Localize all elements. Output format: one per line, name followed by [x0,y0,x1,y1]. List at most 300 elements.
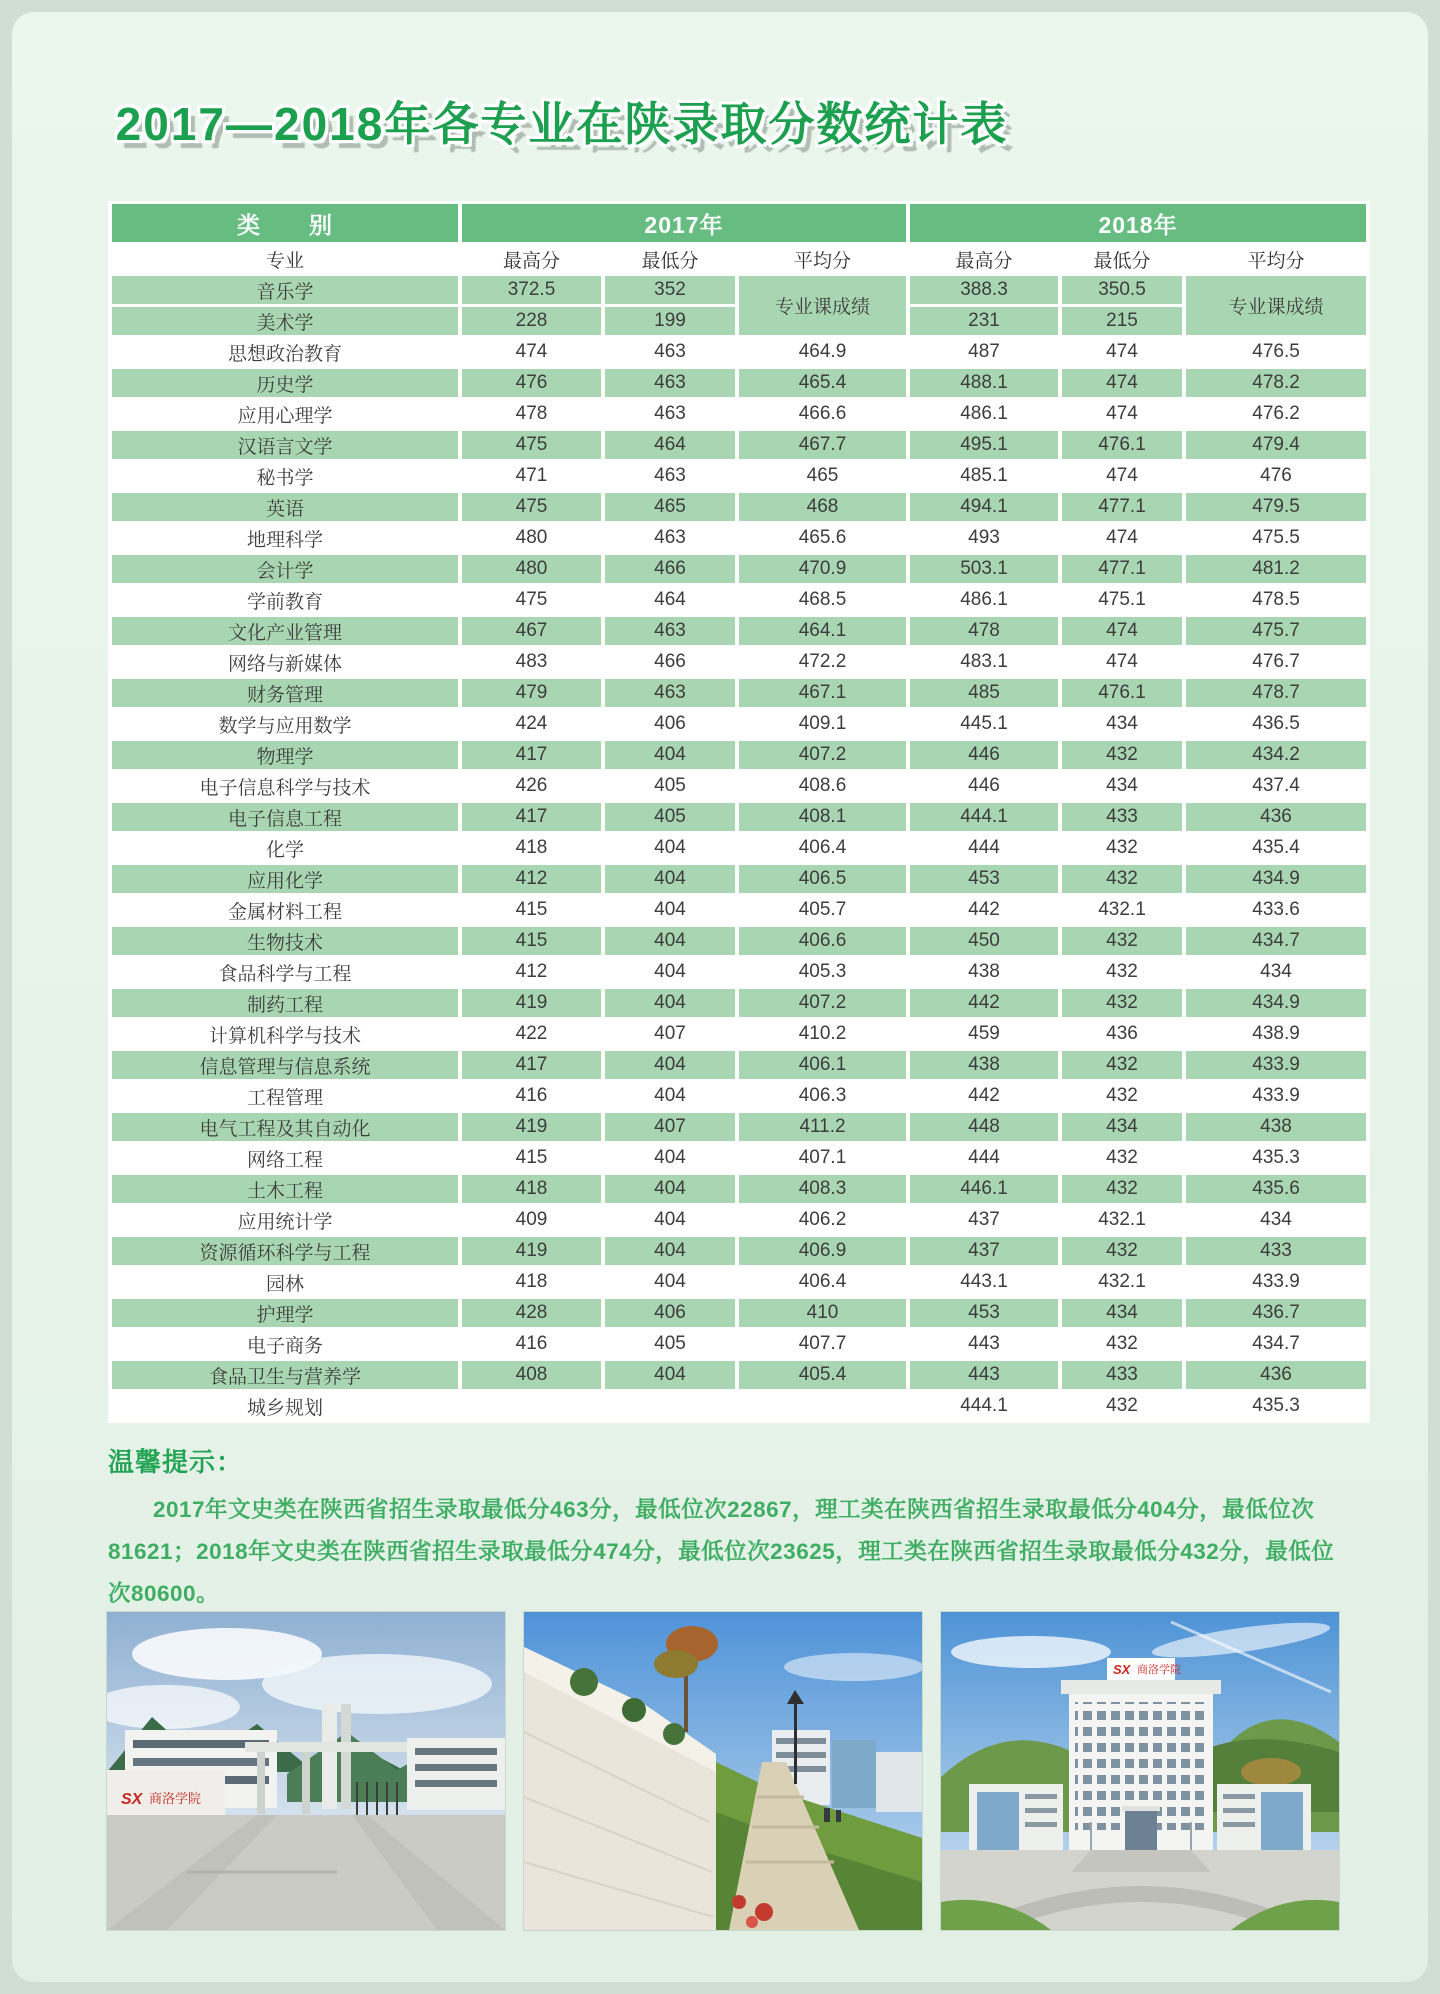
score-value-cell: 494.1 [910,493,1058,521]
score-value-cell: 432 [1062,1392,1182,1420]
score-value-cell: 388.3 [910,276,1058,304]
score-value-cell: 434 [1186,1206,1366,1234]
score-value-cell: 438 [910,958,1058,986]
score-value-cell: 417 [462,1051,601,1079]
score-value-cell: 432.1 [1062,1268,1182,1296]
major-name-cell: 食品卫生与营养学 [112,1361,458,1389]
score-value-cell: 406.5 [739,865,906,893]
score-value-cell: 432 [1062,1237,1182,1265]
score-value-cell: 422 [462,1020,601,1048]
score-value-cell: 474 [1062,617,1182,645]
score-value-cell: 406.4 [739,1268,906,1296]
score-value-cell: 404 [605,958,735,986]
score-value-cell: 432 [1062,927,1182,955]
score-value-cell: 412 [462,958,601,986]
score-value-cell: 438.9 [1186,1020,1366,1048]
score-value-cell: 350.5 [1062,276,1182,304]
score-value-cell: 445.1 [910,710,1058,738]
score-value-cell: 407 [605,1113,735,1141]
gate-logo-text: 商洛学院 [149,1791,202,1806]
score-value-cell: 428 [462,1299,601,1327]
merged-avg-score-cell: 专业课成绩 [739,276,906,335]
table-row [112,679,1366,707]
campus-path-illustration [524,1612,922,1930]
major-name-cell: 园林 [112,1268,458,1296]
score-value-cell: 404 [605,1051,735,1079]
table-row [112,1392,1366,1420]
score-value-cell: 436.7 [1186,1299,1366,1327]
score-value-cell: 463 [605,400,735,428]
score-value-cell: 444.1 [910,1392,1058,1420]
score-value-cell: 404 [605,896,735,924]
score-value-cell: 419 [462,989,601,1017]
major-name-cell: 制药工程 [112,989,458,1017]
score-value-cell: 453 [910,865,1058,893]
score-value-cell: 417 [462,803,601,831]
year-2018-header-cell: 2018年 [910,204,1366,242]
score-value-cell: 417 [462,741,601,769]
score-value-cell: 404 [605,989,735,1017]
score-value-cell: 486.1 [910,400,1058,428]
score-value-cell: 434.7 [1186,927,1366,955]
score-value-cell: 465.4 [739,369,906,397]
score-table-body [112,276,1366,1420]
score-value-cell: 415 [462,896,601,924]
score-value-cell: 416 [462,1082,601,1110]
campus-photos [107,1612,1339,1930]
score-value-cell: 434.9 [1186,989,1366,1017]
score-value-cell: 437.4 [1186,772,1366,800]
score-value-cell: 483.1 [910,648,1058,676]
major-name-cell: 地理科学 [112,524,458,552]
major-name-cell: 历史学 [112,369,458,397]
table-row [112,1020,1366,1048]
major-name-cell: 生物技术 [112,927,458,955]
table-row [112,865,1366,893]
table-row [112,369,1366,397]
score-value-cell: 433 [1186,1237,1366,1265]
score-value-cell: 432 [1062,1082,1182,1110]
major-name-cell: 信息管理与信息系统 [112,1051,458,1079]
score-value-cell: 474 [1062,369,1182,397]
page-title: 2017—2018年各专业在陕录取分数统计表 [115,98,1009,150]
score-value-cell: 415 [462,927,601,955]
major-name-cell: 网络与新媒体 [112,648,458,676]
score-value-cell: 477.1 [1062,555,1182,583]
major-name-cell: 汉语言文学 [112,431,458,459]
major-name-cell: 音乐学 [112,276,458,304]
score-value-cell: 231 [910,307,1058,335]
score-value-cell: 465 [605,493,735,521]
avg-2017-header-cell: 平均分 [739,245,906,273]
score-value-cell: 478 [910,617,1058,645]
score-value-cell: 442 [910,896,1058,924]
table-row [112,1144,1366,1172]
score-value-cell: 464.1 [739,617,906,645]
score-value-cell: 476 [462,369,601,397]
min-2018-header-cell: 最低分 [1062,245,1182,273]
score-value-cell: 405 [605,772,735,800]
score-value-cell: 418 [462,1175,601,1203]
score-value-cell: 433 [1062,1361,1182,1389]
score-value-cell: 475 [462,493,601,521]
major-name-cell: 应用化学 [112,865,458,893]
score-value-cell: 404 [605,865,735,893]
score-value-cell: 411.2 [739,1113,906,1141]
table-row [112,338,1366,366]
score-value-cell: 404 [605,1237,735,1265]
score-value-cell: 432.1 [1062,1206,1182,1234]
major-name-cell: 计算机科学与技术 [112,1020,458,1048]
score-value-cell: 475.1 [1062,586,1182,614]
score-value-cell: 407.2 [739,989,906,1017]
score-value-cell: 435.6 [1186,1175,1366,1203]
campus-main-building-photo [941,1612,1339,1930]
score-value-cell: 464.9 [739,338,906,366]
score-value-cell: 432 [1062,958,1182,986]
score-value-cell: 478.7 [1186,679,1366,707]
major-name-cell: 土木工程 [112,1175,458,1203]
tips-section [108,1442,1346,1615]
score-value-cell: 406.9 [739,1237,906,1265]
major-name-cell: 工程管理 [112,1082,458,1110]
score-value-cell: 448 [910,1113,1058,1141]
table-row [112,524,1366,552]
table-row [112,1330,1366,1358]
score-value-cell: 495.1 [910,431,1058,459]
score-value-cell: 479.5 [1186,493,1366,521]
score-value-cell: 443 [910,1330,1058,1358]
score-value-cell: 453 [910,1299,1058,1327]
score-value-cell: 432.1 [1062,896,1182,924]
score-value-cell: 446 [910,772,1058,800]
merged-avg-score-cell: 专业课成绩 [1186,276,1366,335]
score-value-cell: 444.1 [910,803,1058,831]
major-name-cell: 资源循环科学与工程 [112,1237,458,1265]
max-2017-header-cell: 最高分 [462,245,601,273]
score-value-cell: 432 [1062,1051,1182,1079]
score-value-cell: 474 [1062,524,1182,552]
score-value-cell: 407 [605,1020,735,1048]
table-row [112,834,1366,862]
score-value-cell: 474 [1062,462,1182,490]
score-value-cell: 408 [462,1361,601,1389]
score-value-cell: 433.9 [1186,1268,1366,1296]
score-value-cell: 415 [462,1144,601,1172]
table-row [112,1268,1366,1296]
score-value-cell: 466.6 [739,400,906,428]
score-value-cell: 407.2 [739,741,906,769]
avg-2018-header-cell: 平均分 [1186,245,1366,273]
score-value-cell: 434.7 [1186,1330,1366,1358]
score-value-cell: 405.7 [739,896,906,924]
table-row [112,555,1366,583]
score-value-cell: 467 [462,617,601,645]
score-value-cell: 467.1 [739,679,906,707]
major-name-cell: 城乡规划 [112,1392,458,1420]
major-name-cell: 美术学 [112,307,458,335]
score-value-cell: 409 [462,1206,601,1234]
score-value-cell: 475 [462,431,601,459]
score-value-cell: 476.1 [1062,431,1182,459]
score-value-cell: 436.5 [1186,710,1366,738]
score-value-cell: 476.5 [1186,338,1366,366]
score-value-cell [739,1392,906,1420]
building-logo-text: 商洛学院 [1137,1664,1181,1676]
score-value-cell: 438 [910,1051,1058,1079]
score-value-cell: 352 [605,276,735,304]
building-logo-mark: SX [1113,1662,1131,1677]
score-value-cell: 476.2 [1186,400,1366,428]
table-row [112,462,1366,490]
major-name-cell: 物理学 [112,741,458,769]
score-value-cell: 433.9 [1186,1051,1366,1079]
table-row [112,741,1366,769]
table-row [112,493,1366,521]
score-value-cell: 444 [910,834,1058,862]
score-value-cell: 474 [1062,338,1182,366]
score-value-cell: 433.6 [1186,896,1366,924]
table-row [112,400,1366,428]
score-value-cell: 478 [462,400,601,428]
score-value-cell: 404 [605,834,735,862]
score-value-cell: 435.3 [1186,1144,1366,1172]
score-value-cell: 432 [1062,1144,1182,1172]
score-value-cell: 463 [605,369,735,397]
score-value-cell: 409.1 [739,710,906,738]
score-value-cell: 432 [1062,1330,1182,1358]
score-value-cell: 419 [462,1237,601,1265]
category-header-cell: 类 别 [112,204,458,242]
table-row [112,958,1366,986]
score-value-cell: 479 [462,679,601,707]
score-value-cell: 432 [1062,989,1182,1017]
score-value-cell: 407.1 [739,1144,906,1172]
table-row [112,276,1366,304]
score-value-cell: 486.1 [910,586,1058,614]
table-row [112,1082,1366,1110]
table-row [112,772,1366,800]
score-value-cell: 479.4 [1186,431,1366,459]
campus-path-photo [524,1612,922,1930]
table-row [112,648,1366,676]
score-table-header [112,204,1366,273]
year-header-row [112,204,1366,242]
score-value-cell: 372.5 [462,276,601,304]
score-value-cell: 481.2 [1186,555,1366,583]
score-value-cell: 404 [605,1082,735,1110]
score-value-cell: 438 [1186,1113,1366,1141]
score-value-cell: 434 [1062,1113,1182,1141]
score-value-cell: 480 [462,524,601,552]
score-value-cell: 463 [605,679,735,707]
score-value-cell: 488.1 [910,369,1058,397]
score-value-cell: 436 [1186,1361,1366,1389]
score-value-cell: 470.9 [739,555,906,583]
table-row [112,896,1366,924]
score-value-cell: 434 [1062,710,1182,738]
score-value-cell: 485.1 [910,462,1058,490]
score-value-cell: 475.7 [1186,617,1366,645]
score-value-cell: 434 [1062,1299,1182,1327]
score-value-cell: 418 [462,1268,601,1296]
gate-logo-mark: SX [121,1791,143,1808]
score-value-cell: 474 [462,338,601,366]
major-name-cell: 电子信息科学与技术 [112,772,458,800]
score-value-cell: 416 [462,1330,601,1358]
score-value-cell: 435.4 [1186,834,1366,862]
score-value-cell: 468.5 [739,586,906,614]
score-value-cell: 463 [605,524,735,552]
tips-body: 2017年文史类在陕西省招生录取最低分463分，最低位次22867，理工类在陕西省招生录取最低分404分，最低位次81621；2018年文史类在陕西省招生录取最低分474分，最低位次23625，理工类在陕西省招生录取最低分432分，最低位次80600。 [108,1497,1335,1607]
score-value-cell: 474 [1062,648,1182,676]
major-name-cell: 电子信息工程 [112,803,458,831]
score-value-cell: 477.1 [1062,493,1182,521]
max-2018-header-cell: 最高分 [910,245,1058,273]
score-value-cell: 493 [910,524,1058,552]
min-2017-header-cell: 最低分 [605,245,735,273]
table-row [112,927,1366,955]
score-value-cell: 465 [739,462,906,490]
major-name-cell: 秘书学 [112,462,458,490]
score-value-cell: 434 [1062,772,1182,800]
major-name-cell: 食品科学与工程 [112,958,458,986]
score-value-cell [605,1392,735,1420]
score-value-cell: 405.4 [739,1361,906,1389]
score-value-cell [462,1392,601,1420]
campus-gate-illustration [107,1612,505,1930]
score-value-cell: 476.1 [1062,679,1182,707]
campus-main-building-illustration [941,1612,1339,1930]
score-value-cell: 476.7 [1186,648,1366,676]
major-name-cell: 护理学 [112,1299,458,1327]
score-value-cell: 406.6 [739,927,906,955]
score-value-cell: 408.3 [739,1175,906,1203]
score-value-cell: 474 [1062,400,1182,428]
score-value-cell: 487 [910,338,1058,366]
score-value-cell: 404 [605,1144,735,1172]
score-value-cell: 478.5 [1186,586,1366,614]
score-value-cell: 406 [605,710,735,738]
table-row [112,586,1366,614]
score-value-cell: 437 [910,1237,1058,1265]
score-table [108,201,1370,1423]
table-row [112,1051,1366,1079]
year-2017-header-cell: 2017年 [462,204,906,242]
score-value-cell: 446 [910,741,1058,769]
score-value-cell: 485 [910,679,1058,707]
score-value-cell: 475.5 [1186,524,1366,552]
score-value-cell: 405.3 [739,958,906,986]
major-name-cell: 电子商务 [112,1330,458,1358]
score-value-cell: 459 [910,1020,1058,1048]
score-value-cell: 419 [462,1113,601,1141]
score-value-cell: 476 [1186,462,1366,490]
major-name-cell: 会计学 [112,555,458,583]
score-value-cell: 410.2 [739,1020,906,1048]
score-value-cell: 467.7 [739,431,906,459]
score-value-cell: 406.4 [739,834,906,862]
score-value-cell: 444 [910,1144,1058,1172]
score-value-cell: 406.3 [739,1082,906,1110]
score-value-cell: 418 [462,834,601,862]
score-value-cell: 408.1 [739,803,906,831]
score-value-cell: 475 [462,586,601,614]
score-value-cell: 450 [910,927,1058,955]
table-row [112,710,1366,738]
score-value-cell: 199 [605,307,735,335]
table-row [112,989,1366,1017]
score-value-cell: 434.2 [1186,741,1366,769]
score-value-cell: 426 [462,772,601,800]
score-value-cell: 442 [910,1082,1058,1110]
major-name-cell: 财务管理 [112,679,458,707]
major-name-cell: 文化产业管理 [112,617,458,645]
score-value-cell: 405 [605,803,735,831]
score-value-cell: 436 [1062,1020,1182,1048]
table-row [112,617,1366,645]
score-value-cell: 463 [605,338,735,366]
score-value-cell: 468 [739,493,906,521]
score-value-cell: 463 [605,462,735,490]
table-row [112,1237,1366,1265]
table-row [112,1113,1366,1141]
score-value-cell: 432 [1062,1175,1182,1203]
score-value-cell: 464 [605,586,735,614]
major-name-cell: 应用心理学 [112,400,458,428]
major-name-cell: 化学 [112,834,458,862]
score-value-cell: 471 [462,462,601,490]
tips-title: 温馨提示： [108,1447,244,1477]
score-value-cell: 443.1 [910,1268,1058,1296]
major-name-cell: 英语 [112,493,458,521]
score-value-cell: 434.9 [1186,865,1366,893]
major-header-cell: 专业 [112,245,458,273]
score-value-cell: 432 [1062,741,1182,769]
brochure-page [12,12,1428,1982]
score-value-cell: 406 [605,1299,735,1327]
score-value-cell: 404 [605,1268,735,1296]
table-row [112,431,1366,459]
score-value-cell: 404 [605,1361,735,1389]
score-value-cell: 446.1 [910,1175,1058,1203]
table-row [112,1175,1366,1203]
score-value-cell: 437 [910,1206,1058,1234]
table-row [112,1299,1366,1327]
score-value-cell: 480 [462,555,601,583]
score-value-cell: 478.2 [1186,369,1366,397]
score-value-cell: 435.3 [1186,1392,1366,1420]
score-value-cell: 432 [1062,834,1182,862]
table-row [112,1206,1366,1234]
score-value-cell: 433.9 [1186,1082,1366,1110]
score-value-cell: 404 [605,741,735,769]
sub-header-row [112,245,1366,273]
score-value-cell: 433 [1062,803,1182,831]
score-value-cell: 434 [1186,958,1366,986]
score-value-cell: 410 [739,1299,906,1327]
score-value-cell: 424 [462,710,601,738]
score-value-cell: 466 [605,648,735,676]
score-value-cell: 412 [462,865,601,893]
major-name-cell: 思想政治教育 [112,338,458,366]
score-value-cell: 436 [1186,803,1366,831]
score-value-cell: 465.6 [739,524,906,552]
score-value-cell: 404 [605,1175,735,1203]
score-value-cell: 408.6 [739,772,906,800]
score-value-cell: 472.2 [739,648,906,676]
table-row [112,803,1366,831]
